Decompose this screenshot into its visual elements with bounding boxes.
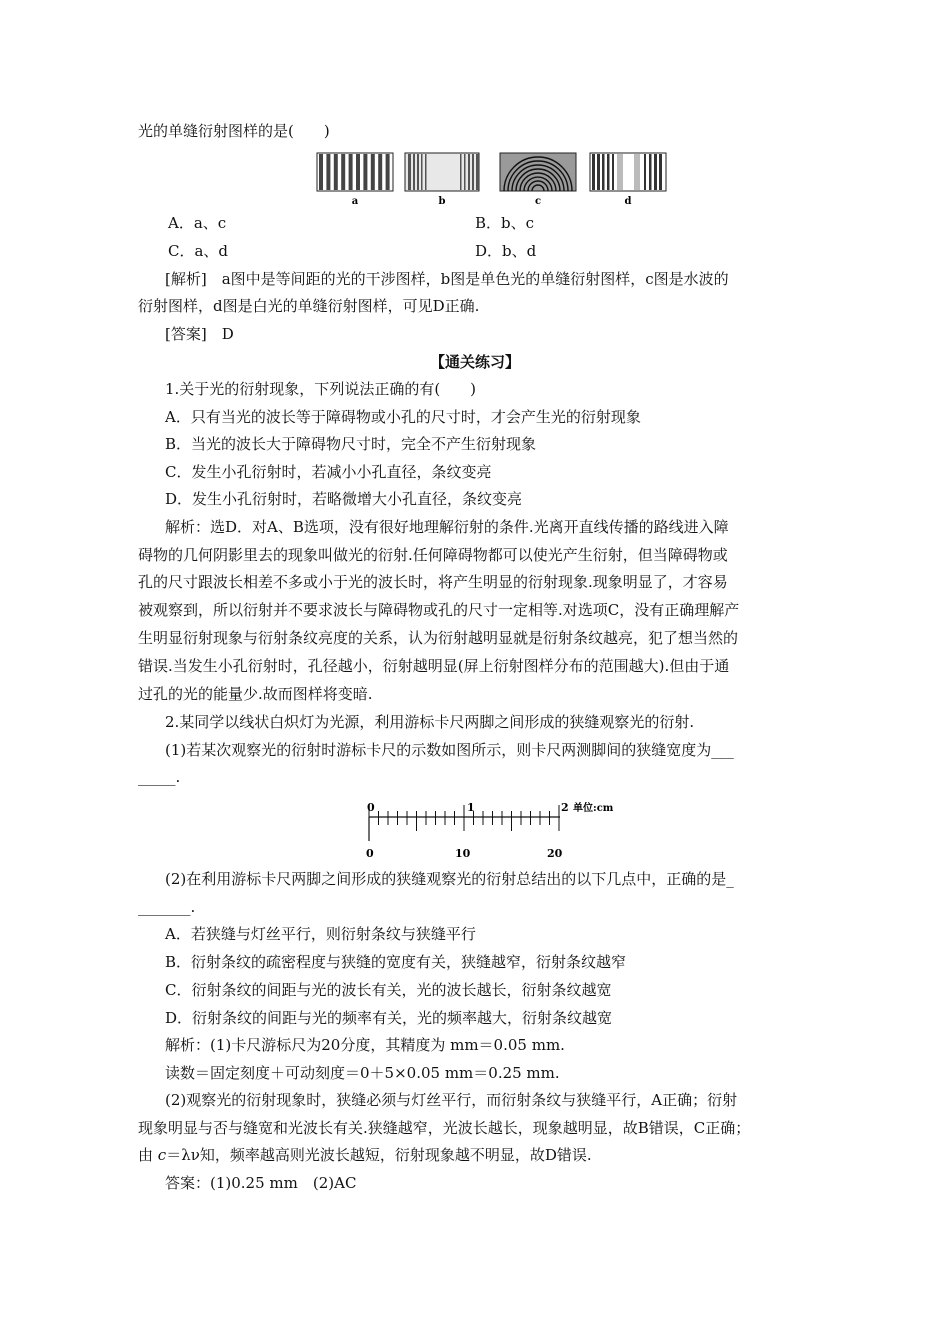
q2-analysis-line: 解析：(1)卡尺游标尺为20分度，其精度为 mm＝0.05 mm. (165, 1036, 565, 1054)
q1-analysis-line: 过孔的光的能量少.故而图样将变暗. (138, 685, 373, 703)
figure-label-d: d (624, 196, 632, 207)
q2-option-b: B．衍射条纹的疏密程度与狭缝的宽度有关，狭缝越窄，衍射条纹越窄 (165, 953, 627, 971)
q2-analysis-line: 读数＝固定刻度＋可动刻度＝0＋5×0.05 mm＝0.25 mm. (165, 1064, 560, 1082)
interference-fringe (326, 154, 330, 190)
option-c: C．a、d (168, 242, 229, 260)
main-scale-label-0: 0 (367, 801, 375, 814)
white-light-fringe (607, 154, 610, 190)
option-a: A．a、c (168, 214, 227, 232)
interference-fringe (378, 154, 382, 190)
q2-analysis-line: (2)观察光的衍射现象时，狭缝必须与灯丝平行，而衍射条纹与狭缝平行，A正确；衍射 (165, 1091, 738, 1109)
white-light-fringe (612, 154, 614, 190)
q1-analysis-line: 孔的尺寸跟波长相差不多或小于光的波长时，将产生明显的衍射现象.现象明显了，才容易 (138, 573, 728, 591)
q1-option-c: C．发生小孔衍射时，若减小小孔直径，条纹变亮 (165, 463, 492, 481)
main-scale-label-1: 1 (467, 801, 475, 814)
interference-fringe (386, 154, 390, 190)
pattern-c-water-wave (500, 153, 576, 191)
option-d: D．b、d (475, 242, 537, 260)
formula-rest: ＝λν知，频率越高则光波长越短，衍射现象越不明显，故D错误. (166, 1146, 592, 1164)
interference-fringe (356, 154, 360, 190)
q2-stem: 2.某同学以线状白炽灯为光源，利用游标卡尺两脚之间形成的狭缝观察光的衍射. (165, 713, 695, 731)
white-light-fringe (649, 154, 652, 190)
figure-label-a: a (351, 196, 359, 207)
interference-fringe (363, 154, 367, 190)
vernier-label-20: 20 (547, 847, 563, 860)
vernier-label-0: 0 (366, 847, 374, 860)
interference-fringe (371, 154, 375, 190)
white-light-fringe (617, 154, 623, 190)
white-light-fringe (597, 154, 600, 190)
diffraction-fringe (464, 154, 466, 190)
q1-analysis-line: 解析：选D．对A、B选项，没有很好地理解衍射的条件.光离开直线传播的路线进入障 (165, 518, 729, 536)
interference-fringe (334, 154, 338, 190)
unit-label: 单位:cm (573, 803, 614, 814)
q1-option-b: B．当光的波长大于障碍物尺寸时，完全不产生衍射现象 (165, 435, 537, 453)
diffraction-fringe (408, 154, 411, 190)
figure-label-c: c (534, 196, 542, 207)
section-title: 【通关练习】 (429, 353, 520, 371)
pattern-d-white-light (590, 153, 666, 191)
diffraction-fringe (421, 154, 423, 190)
q1-analysis-line: 碍物的几何阴影里去的现象叫做光的衍射.任何障碍物都可以使光产生衍射，但当障碍物或 (138, 546, 728, 564)
pattern-b-single-slit (405, 153, 479, 191)
vernier-caliper-figure (355, 797, 635, 862)
q1-option-a: A．只有当光的波长等于障碍物或小孔的尺寸时，才会产生光的衍射现象 (165, 408, 641, 426)
white-light-fringe (644, 154, 646, 190)
pattern-a-interference (317, 153, 393, 191)
q2-analysis-formula-line (138, 1145, 592, 1165)
answer-line: [答案] D (165, 325, 234, 343)
q1-analysis-line: 生明显衍射现象与衍射条纹亮度的关系，认为衍射越明显就是衍射条纹越亮，犯了想当然的 (138, 629, 739, 647)
analysis-line: 衍射图样，d图是白光的单缝衍射图样，可见D正确. (138, 297, 480, 315)
option-b: B．b、c (475, 214, 535, 232)
question-stem: 光的单缝衍射图样的是( ) (138, 122, 330, 140)
q2-part2: (2)在利用游标卡尺两脚之间形成的狭缝观察光的衍射总结出的以下几点中，正确的是_ (165, 870, 734, 888)
white-light-fringe (634, 154, 640, 190)
analysis-line: [解析] a图中是等间距的光的干涉图样，b图是单色光的单缝衍射图样，c图是水波的 (165, 270, 729, 288)
white-light-fringe (592, 154, 595, 190)
q2-part2-blank: _______. (138, 898, 196, 916)
q1-stem: 1.关于光的衍射现象，下列说法正确的有( ) (165, 380, 477, 398)
diffraction-fringe (476, 154, 479, 190)
diffraction-patterns-figure (314, 150, 674, 210)
diffraction-fringe (425, 154, 427, 190)
white-light-fringe (654, 154, 657, 190)
white-light-fringe (659, 154, 662, 190)
q2-part1: (1)若某次观察光的衍射时游标卡尺的示数如图所示，则卡尺两测脚间的狭缝宽度为___ (165, 741, 734, 759)
vernier-label-10: 10 (455, 847, 471, 860)
figure-label-b: b (438, 196, 446, 207)
interference-fringe (319, 154, 323, 190)
q2-option-a: A．若狭缝与灯丝平行，则衍射条纹与狭缝平行 (165, 925, 476, 943)
q1-option-d: D．发生小孔衍射时，若略微增大小孔直径，条纹变亮 (165, 490, 523, 508)
diffraction-fringe (460, 154, 462, 190)
q2-option-c: C．衍射条纹的间距与光的波长有关，光的波长越长，衍射条纹越宽 (165, 981, 612, 999)
q2-option-d: D．衍射条纹的间距与光的频率有关，光的频率越大，衍射条纹越宽 (165, 1009, 613, 1027)
diffraction-fringe (468, 154, 470, 190)
formula-prefix: 由 (138, 1146, 158, 1164)
q2-part1-blank: _____. (138, 768, 181, 786)
main-scale-label-2: 2 (561, 801, 569, 814)
q1-analysis-line: 被观察到，所以衍射并不要求波长与障碍物或孔的尺寸一定相等.对选项C，没有正确理解产 (138, 601, 740, 619)
interference-fringe (349, 154, 353, 190)
q2-answer-line: 答案：(1)0.25 mm (2)AC (165, 1174, 357, 1192)
diffraction-fringe (417, 154, 419, 190)
interference-fringe (341, 154, 345, 190)
q2-analysis-line: 现象明显与否与缝宽和光波长有关.狭缝越窄，光波长越长，现象越明显，故B错误，C正确； (138, 1119, 751, 1137)
formula-variable-c: c (157, 1146, 167, 1164)
white-light-fringe (602, 154, 605, 190)
q1-analysis-line: 错误.当发生小孔衍射时，孔径越小，衍射越明显(屏上衍射图样分布的范围越大).但由于通 (138, 657, 730, 675)
diffraction-fringe (472, 154, 474, 190)
diffraction-fringe (413, 154, 415, 190)
